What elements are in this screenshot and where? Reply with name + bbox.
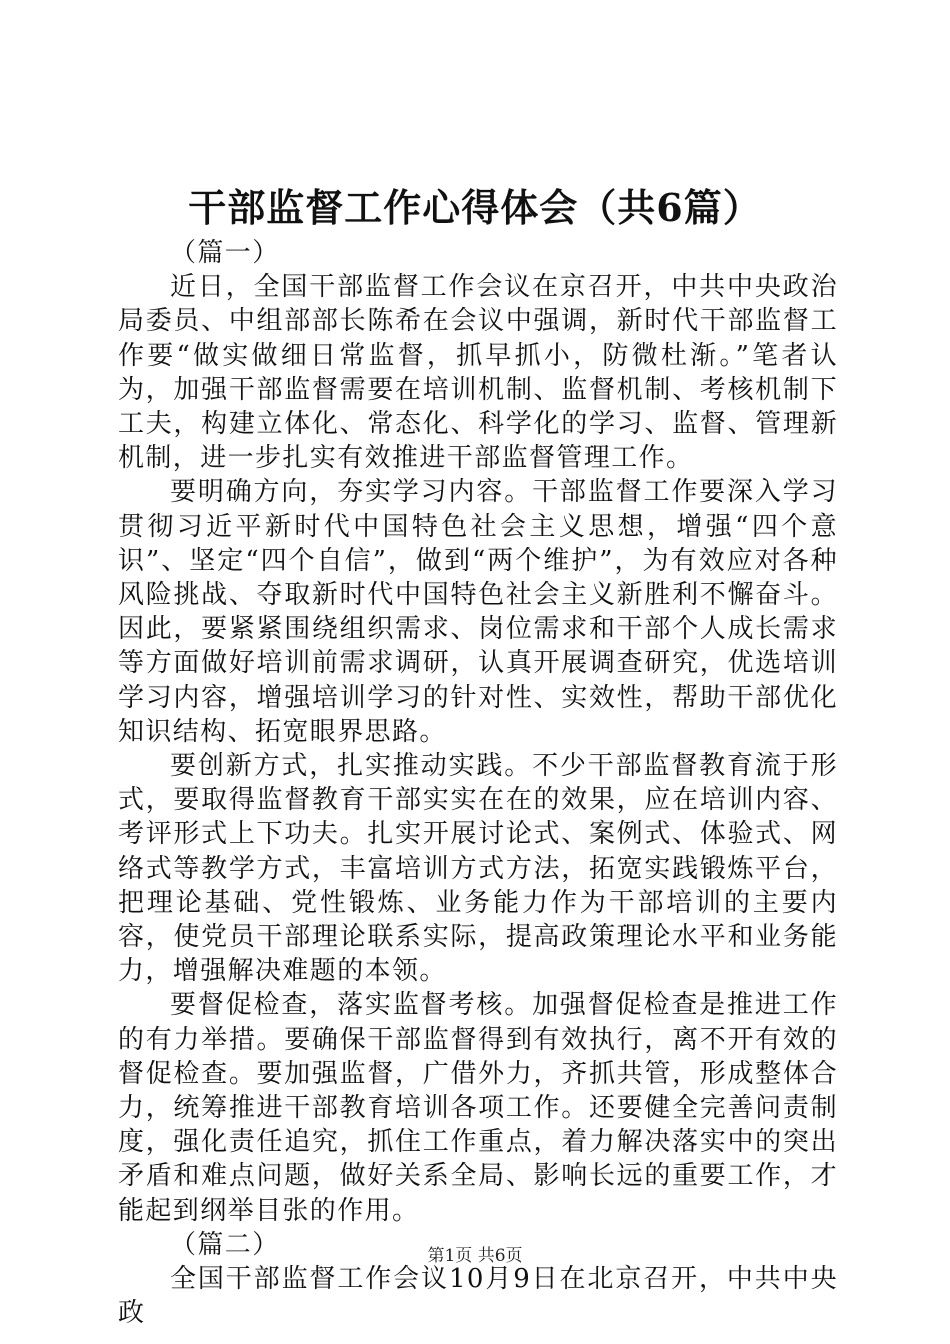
- page-footer: 第1页 共6页: [427, 1246, 523, 1266]
- section-label-2: （篇二）: [170, 1229, 280, 1260]
- page-title: 干部监督工作心得体会（共6篇）: [188, 185, 762, 230]
- paragraph: 近日，全国干部监督工作会议在京召开，中共中央政治局委员、中组部部长陈希在会议中强调，新时代干部监督工作要“做实做细日常监督，抓早抓小，防微杜渐。”笔者认为，加强干部监督需要在培训机制、监督机制、考核机制下工夫，构建立体化、常态化、科学化的学习、监督、管理新机制，进一步扎实有效推进干部监督管理工作。: [118, 272, 838, 474]
- document-body: [118, 236, 838, 1331]
- paragraph: 要创新方式，扎实推动实践。不少干部监督教育流于形式，要取得监督教育干部实实在在的效果，应在培训内容、考评形式上下功夫。扎实开展讨论式、案例式、体验式、网络式等教学方式，丰富培训方式方法，拓宽实践锻炼平台，把理论基础、党性锻炼、业务能力作为干部培训的主要内容，使党员干部理论联系实际，提高政策理论水平和业务能力，增强解决难题的本领。: [118, 751, 838, 987]
- section-label-1: （篇一）: [170, 238, 280, 268]
- paragraph: 要督促检查，落实监督考核。加强督促检查是推进工作的有力举措。要确保干部监督得到有效执行，离不开有效的督促检查。要加强监督，广借外力，齐抓共管，形成整体合力，统筹推进干部教育培训各项工作。还要健全完善问责制度，强化责任追究，抓住工作重点，着力解决落实中的突出矛盾和难点问题，做好关系全局、影响长远的重要工作，才能起到纲举目张的作用。: [118, 990, 838, 1226]
- paragraph: 全国干部监督工作会议10月9日在北京召开，中共中央政: [118, 1264, 838, 1329]
- paragraph: 要明确方向，夯实学习内容。干部监督工作要深入学习贯彻习近平新时代中国特色社会主义思想，增强“四个意识”、坚定“四个自信”，做到“两个维护”，为有效应对各种风险挑战、夺取新时代中国特色社会主义新胜利不懈奋斗。因此，要紧紧围绕组织需求、岗位需求和干部个人成长需求等方面做好培训前需求调研，认真开展调查研究，优选培训学习内容，增强培训学习的针对性、实效性，帮助干部优化知识结构、拓宽眼界思路。: [118, 477, 838, 747]
